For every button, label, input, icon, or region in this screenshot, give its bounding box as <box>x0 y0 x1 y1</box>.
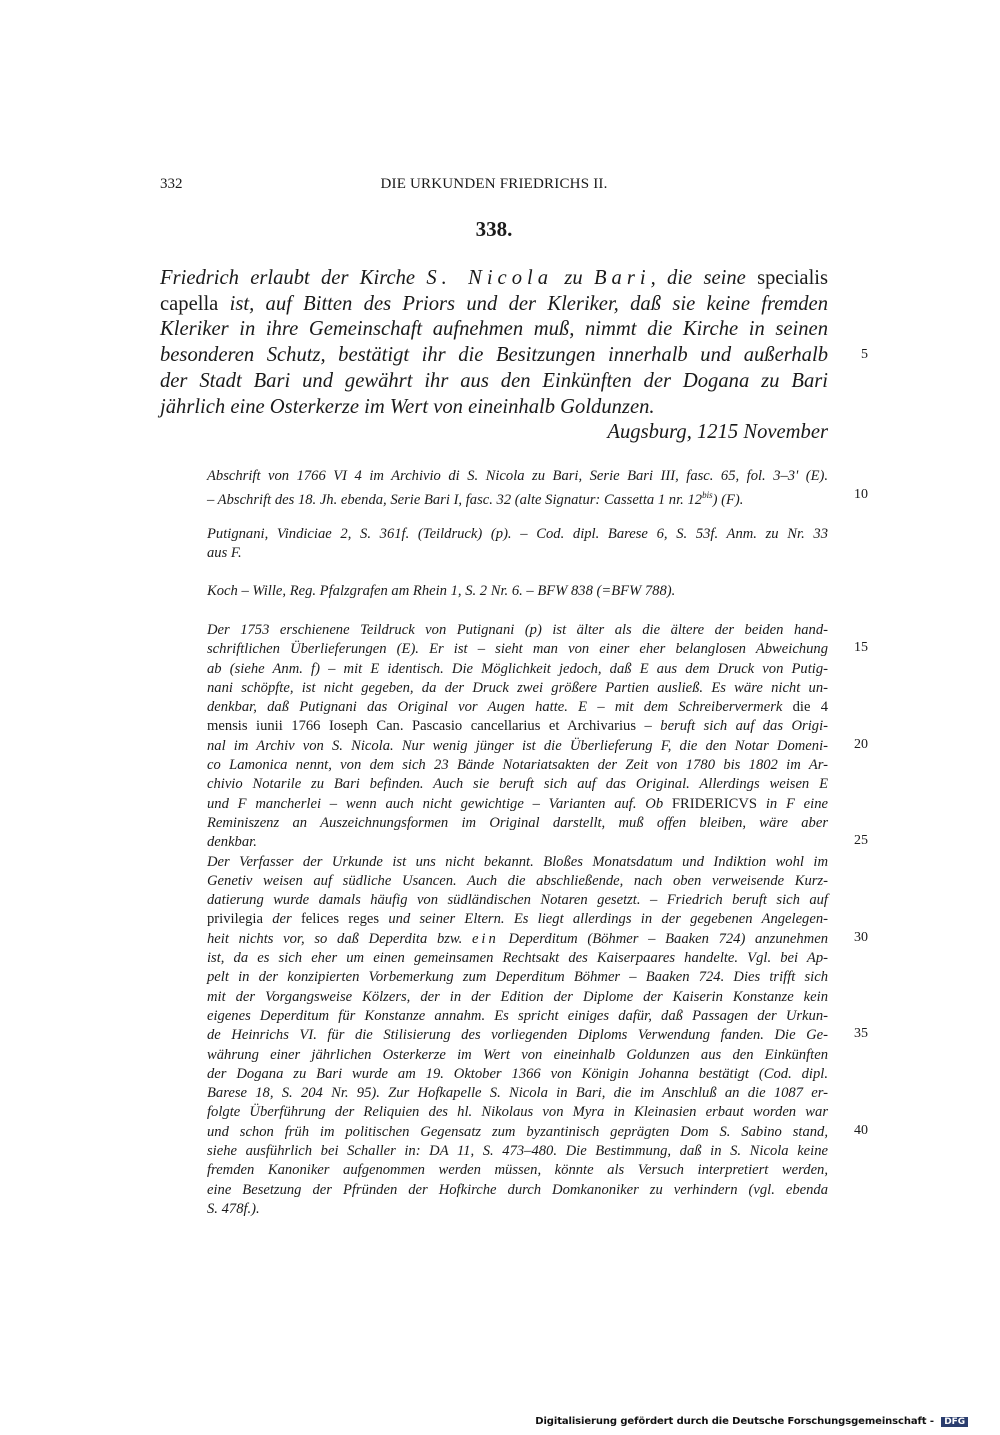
footer-text: Digitalisierung gefördert durch die Deutsche Forschungsgemeinschaft - <box>535 1416 938 1427</box>
tradition-line-1: Abschrift von 1766 VI 4 im Archivio di S. Nicola zu Bari, Serie Bari III, fasc. 65, fol. 3–3' (E). <box>207 468 828 484</box>
line-number: 20 <box>854 737 868 752</box>
commentary-line: der Dogana zu Bari wurde am 19. Oktober 1366 von Königin Johanna bestätigt (Cod. dipl. <box>207 1065 828 1082</box>
regest-line-5: der Stadt Bari und gewährt ihr aus den Einkünften der Dogana zu Bari <box>160 369 828 392</box>
regest-line-1: Friedrich erlaubt der Kirche S. Nicola zu Bari, die seine specialis <box>160 267 829 289</box>
commentary-line: privilegia der felices reges und seiner Eltern. Es liegt allerdings in der gegebenen Angelegen- <box>207 911 828 928</box>
commentary-line: Der 1753 erschienene Teildruck von Putignani (p) ist älter als die ältere der beiden hand- <box>207 622 828 638</box>
funding-footer <box>535 1416 968 1427</box>
line-number: 25 <box>854 833 868 848</box>
line-number: 10 <box>854 487 868 502</box>
commentary-line: heit nichts vor, so daß Deperdita bzw. ein Deperditum (Böhmer – Baaken 724) anzunehmen <box>207 930 828 947</box>
commentary-line: mit der Vorgangsweise Kölzers, der in der Edition der Diplome der Kaiserin Konstanze kein <box>207 988 828 1005</box>
commentary-line: Genetiv weisen auf südliche Usancen. Auch die abschließende, nach oben verweisende Kurz- <box>207 872 828 889</box>
running-title: DIE URKUNDEN FRIEDRICHS II. <box>380 176 608 192</box>
commentary-line: nani schöpfte, ist nicht gegeben, da der Druck zwei größere Partien ausließ. Es wäre nicht un- <box>207 679 828 696</box>
commentary-line: datierung wurde damals häufig von südländischen Notaren gesetzt. – Friedrich beruft sich auf <box>207 892 828 909</box>
commentary-line: denkbar, daß Putignani das Original vor Augen hatte. E – mit dem Schreibervermerk die 4 <box>207 699 828 716</box>
line-number: 40 <box>854 1123 868 1138</box>
commentary-line: und schon früh im politischen Gegensatz zum byzantinisch geprägten Dom S. Sabino stand, <box>207 1123 828 1140</box>
commentary-line: denkbar. <box>207 834 257 851</box>
commentary-line: siehe ausführlich bei Schaller in: DA 11, S. 473–480. Die Bestimmung, daß in S. Nicola keine <box>207 1143 828 1160</box>
commentary-line: S. 478f.). <box>207 1200 260 1217</box>
line-number: 35 <box>854 1026 868 1041</box>
commentary-line: co Lamonica nennt, von dem sich 23 Bände Notariatsakten der Zeit von 1780 bis 1802 im Ar- <box>207 757 828 774</box>
commentary-line: Barese 18, S. 204 Nr. 95). Zur Hofkapelle S. Nicola in Bari, die im Anschluß an die 1087 er- <box>207 1085 828 1102</box>
regesta-note <box>207 582 828 601</box>
tradition-note <box>207 467 828 510</box>
editions-line-1: Putignani, Vindiciae 2, S. 361f. (Teildruck) (p). – Cod. dipl. Barese 6, S. 53f. Anm. zu Nr. 33 <box>207 526 828 542</box>
commentary-line: eine Besetzung der Pfründen der Hofkirche durch Domkanoniker zu verhindern (vgl. ebenda <box>207 1181 828 1198</box>
page-number: 332 <box>160 176 183 192</box>
line-number: 30 <box>854 930 868 945</box>
regest-line-3: Kleriker in ihre Gemeinschaft aufnehmen muß, nimmt die Kirche in seinen <box>160 318 828 341</box>
commentary-line: mensis iunii 1766 Ioseph Can. Pascasio cancellarius et Archivarius – beruft sich auf das Origi- <box>207 718 828 735</box>
editions-note <box>207 525 828 564</box>
commentary-line: fremden Kanoniker aufgenommen werden müssen, könnte als Versuch interpretiert werden, <box>207 1162 828 1179</box>
regesta-line-1: Koch – Wille, Reg. Pfalzgrafen am Rhein 1, S. 2 Nr. 6. – BFW 838 (=BFW 788). <box>207 583 676 599</box>
commentary-line: währung einer jährlichen Osterkerze im Wert von eineinhalb Goldunzen aus den Einkünften <box>207 1046 828 1063</box>
commentary-line: ist, da es sich eher um einen gemeinsamen Rechtsakt des Kaiserpaares handelte. Vgl. bei Ap- <box>207 950 828 967</box>
tradition-line-2: – Abschrift des 18. Jh. ebenda, Serie Bari I, fasc. 32 (alte Signatur: Cassetta 1 nr. $12^{bis}$) (F). <box>207 490 744 509</box>
line-number: 5 <box>861 347 868 362</box>
commentary <box>207 621 828 1219</box>
commentary-line: folgte Überführung der Reliquien des hl. Nikolaus von Myra in Kleinasien erbaut worden war <box>207 1104 828 1121</box>
regest <box>160 266 828 446</box>
commentary-line: Der Verfasser der Urkunde ist uns nicht bekannt. Bloßes Monatsdatum und Indiktion wohl im <box>207 853 828 870</box>
commentary-line: pelt in der konzipierten Vorbemerkung zum Deperditum Böhmer – Baaken 724. Dies trifft sich <box>207 969 828 986</box>
commentary-line: de Heinrichs VI. für die Stilisierung des vorliegenden Diploms Verwendung fanden. Die Ge- <box>207 1027 828 1044</box>
regest-date: Augsburg, 1215 November <box>607 421 828 444</box>
regest-line-4: besonderen Schutz, bestätigt ihr die Besitzungen innerhalb und außerhalb <box>160 344 828 367</box>
document-number: 338. <box>475 217 513 241</box>
regest-line-6: jährlich eine Osterkerze im Wert von eineinhalb Goldunzen. <box>160 395 655 418</box>
commentary-line: eigenes Deperditum für Konstanze annahm. Es spricht einiges dafür, daß Passagen der Urkun- <box>207 1007 828 1024</box>
commentary-line: und F mancherlei – wenn auch nicht gewichtige – Varianten auf. Ob FRIDERICVS in F eine <box>207 795 828 812</box>
dfg-logo: DFG <box>941 1417 968 1427</box>
editions-line-2: aus F. <box>207 545 242 562</box>
commentary-line: schriftlichen Überlieferungen (E). Er ist – sieht man von einer eher belanglosen Abweichung <box>207 641 828 658</box>
regest-line-2: capella ist, auf Bitten des Priors und der Kleriker, daß sie keine fremden <box>160 292 828 315</box>
commentary-line: ab (siehe Anm. f) – mit E identisch. Die Möglichkeit jedoch, daß E aus dem Druck von Putig- <box>207 660 828 677</box>
commentary-line: chivio Notarile zu Bari befinden. Auch sie beruft sich auf das Original. Allerdings weisen E <box>207 776 828 793</box>
commentary-line: nal im Archiv von S. Nicola. Nur wenig jünger ist die Überlieferung F, die den Notar Domeni- <box>207 737 828 754</box>
line-number: 15 <box>854 640 868 655</box>
commentary-line: Reminiszenz an Auszeichnungsformen im Original darstellt, muß offen bleiben, wäre aber <box>207 814 828 831</box>
